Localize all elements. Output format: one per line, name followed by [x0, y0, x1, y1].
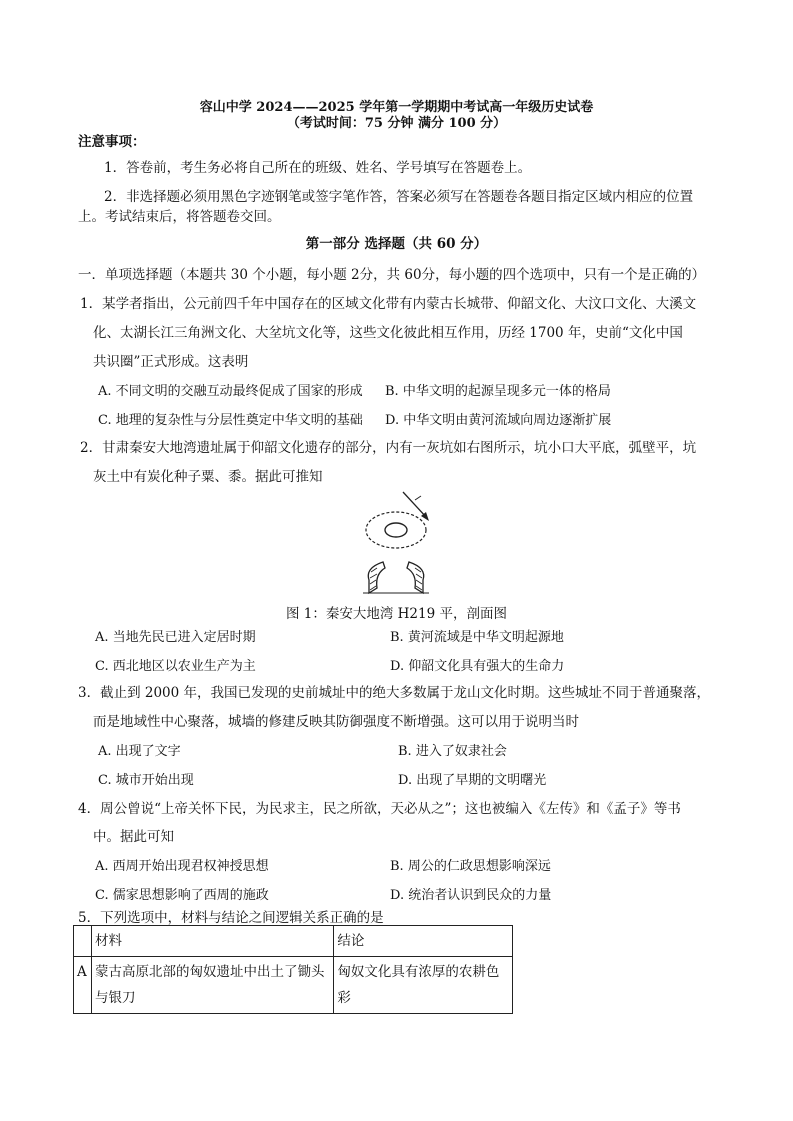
notes-item-2-line-2: 上。考试结束后，将答题卷交回。 [78, 209, 281, 225]
q2-option-c: C. 西北地区以农业生产为主 [95, 659, 256, 674]
q5-stem: 5．下列选项中，材料与结论之间逻辑关系正确的是 [78, 910, 384, 926]
q2-stem-line-1: 2．甘肃秦安大地湾遗址属于仰韶文化遗存的部分，内有一灰坑如右图所示，坑小口大平底，弧壁平，坑 [80, 440, 697, 456]
q4-option-d: D. 统治者认识到民众的力量 [390, 888, 552, 903]
q4-option-c: C. 儒家思想影响了西周的施政 [95, 888, 269, 903]
exam-title: 容山中学 2024——2025 学年第一学期期中考试高一年级历史试卷 [199, 100, 594, 115]
q4-stem-line-2: 中。据此可知 [93, 829, 174, 845]
table-header-material: 材料 [91, 926, 333, 957]
q2-figure-caption: 图 1：秦安大地湾 H219 平，剖面图 [285, 606, 507, 622]
q1-option-c: C. 地理的复杂性与分层性奠定中华文明的基础 [98, 413, 363, 428]
table-header-conclusion: 结论 [334, 926, 513, 957]
table-row [74, 926, 513, 957]
part1-instruction: 一．单项选择题（本题共 30 个小题，每小题 2分，共 60分，每小题的四个选项中，只有一个是正确的） [78, 267, 706, 283]
q1-stem-line-3: 共识圈”正式形成。这表明 [93, 354, 249, 370]
part1-heading: 第一部分 选择题（共 60 分） [305, 236, 488, 252]
q1-option-a: A. 不同文明的交融互动最终促成了国家的形成 [98, 384, 363, 399]
table-cell-material-a: 蒙古高原北部的匈奴遗址中出土了锄头与银刀 [91, 957, 333, 1014]
ash-pit-figure [355, 488, 445, 602]
table-row-label-a: A [74, 957, 92, 1014]
q3-stem-line-1: 3．截止到 2000 年，我国已发现的史前城址中的绝大多数属于龙山文化时期。这些城址不同于普通聚落， [78, 685, 711, 701]
q4-option-b: B. 周公的仁政思想影响深远 [390, 859, 551, 874]
ash-pit-diagram [355, 488, 445, 598]
exam-subtitle: （考试时间：75 分钟 满分 100 分） [286, 116, 507, 131]
q1-option-b: B. 中华文明的起源呈现多元一体的格局 [385, 384, 611, 399]
table-row [74, 957, 513, 1014]
q2-stem-line-2: 灰土中有炭化种子粟、黍。据此可推知 [93, 469, 323, 485]
q4-option-a: A. 西周开始出现君权神授思想 [95, 859, 269, 874]
q2-option-b: B. 黄河流域是中华文明起源地 [390, 630, 564, 645]
q3-option-c: C. 城市开始出现 [98, 773, 194, 788]
q3-option-a: A. 出现了文字 [98, 744, 181, 759]
q1-stem-line-2: 化、太湖长江三角洲文化、大坌坑文化等，这些文化彼此相互作用，历经 1700 年，史前“文化中国 [93, 325, 683, 341]
notes-heading: 注意事项： [78, 134, 146, 150]
q1-stem-line-1: 1．某学者指出，公元前四千年中国存在的区域文化带有内蒙古长城带、仰韶文化、大汶口文化、大溪文 [80, 296, 697, 312]
q3-option-b: B. 进入了奴隶社会 [398, 744, 507, 759]
q3-option-d: D. 出现了早期的文明曙光 [398, 773, 547, 788]
q3-stem-line-2: 而是地域性中心聚落，城墙的修建反映其防御强度不断增强。这可以用于说明当时 [93, 714, 579, 730]
notes-item-1: 1．答卷前，考生务必将自己所在的班级、姓名、学号填写在答题卷上。 [104, 160, 532, 176]
table-cell [74, 926, 92, 957]
q2-option-d: D. 仰韶文化具有强大的生命力 [390, 659, 565, 674]
q1-option-d: D. 中华文明由黄河流域向周边逐渐扩展 [385, 413, 612, 428]
notes-item-2-line-1: 2．非选择题必须用黑色字迹钢笔或签字笔作答，答案必须写在答题卷各题目指定区域内相应的位置 [104, 189, 694, 205]
table-cell-conclusion-a: 匈奴文化具有浓厚的农耕色彩 [334, 957, 513, 1014]
q2-option-a: A. 当地先民已进入定居时期 [95, 630, 256, 645]
q5-table [73, 925, 513, 1014]
q4-stem-line-1: 4．周公曾说“上帝关怀下民，为民求主，民之所欲，天必从之”；这也被编入《左传》和《孟子》等书 [78, 801, 681, 817]
